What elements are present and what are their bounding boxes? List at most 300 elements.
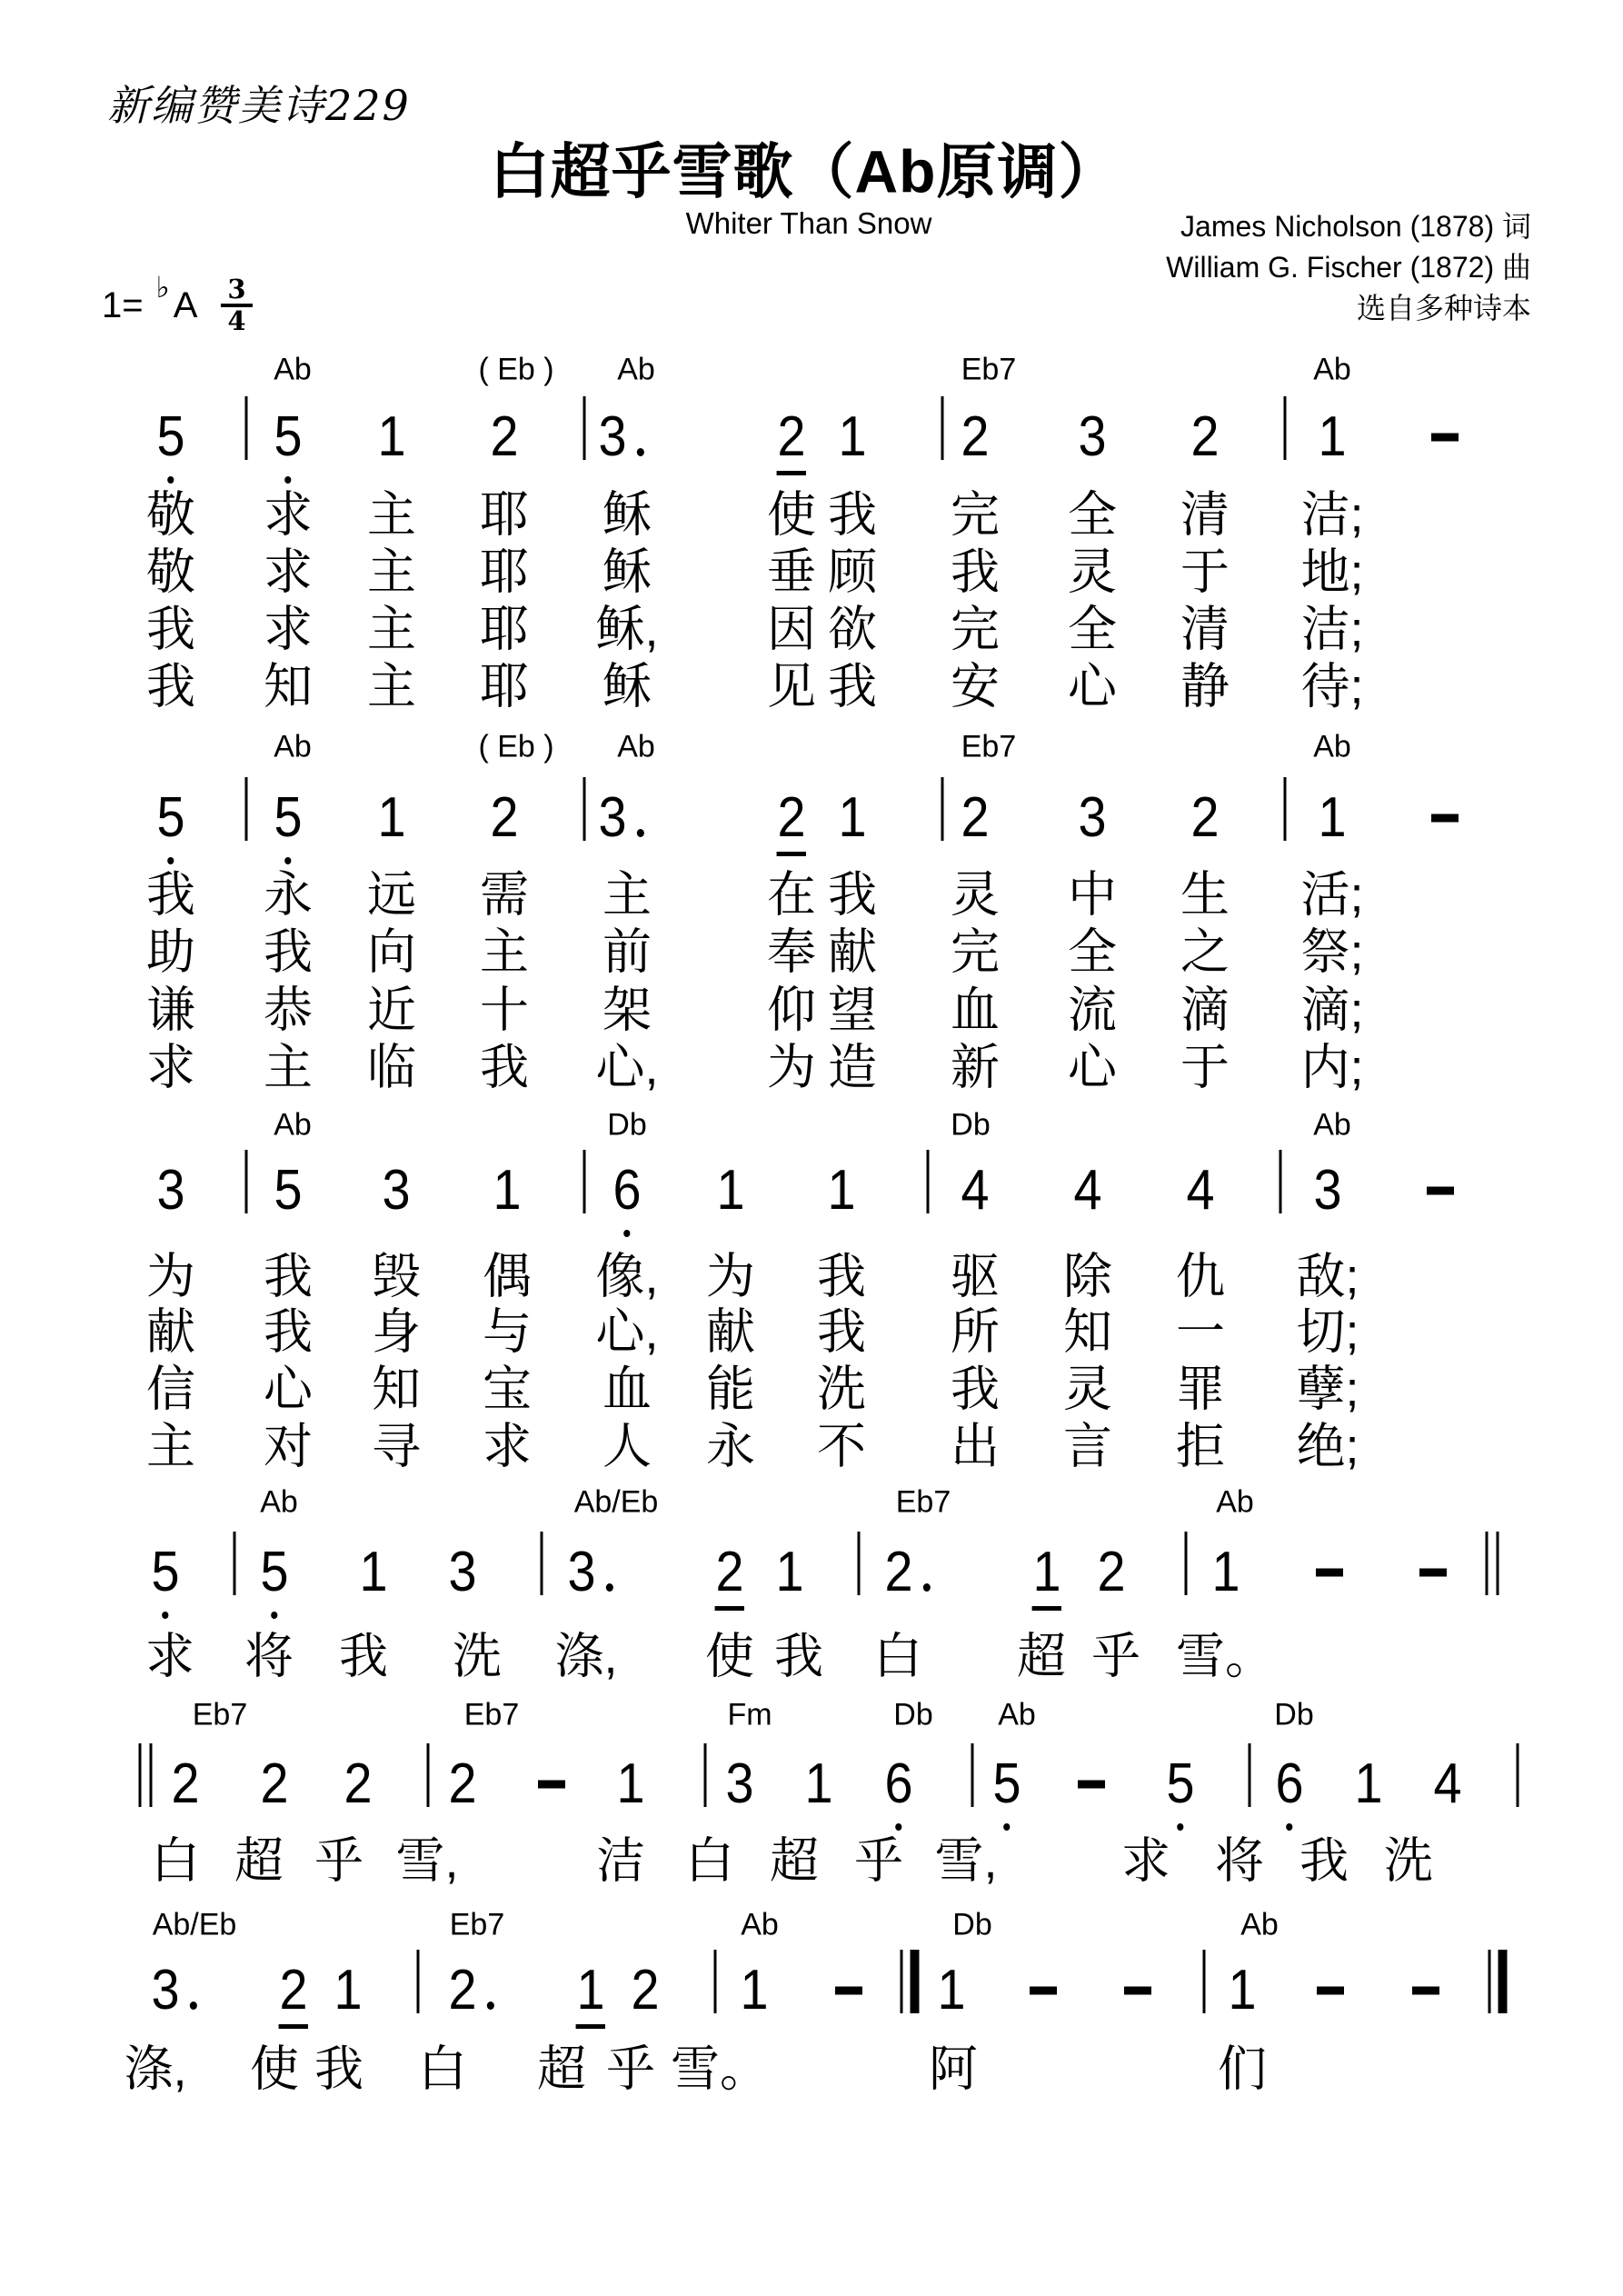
lyric-syllable: 流 [1068,983,1117,1038]
lyric-syllable: 一 [1176,1304,1225,1360]
lyric-syllable: 仰 [767,983,816,1038]
lyric-syllable: 清 [1180,602,1230,657]
chord-label: Db [1274,1697,1314,1732]
lyric-syllable: 为 [706,1249,755,1304]
lyric-syllable: 与 [483,1304,532,1360]
chord-label: Eb7 [961,729,1017,764]
lyric-syllable: 身 [372,1304,421,1360]
note-number: 4 [1186,1159,1215,1222]
chord-label: Db [893,1697,933,1732]
key-prefix: 1= [102,285,144,325]
song-subtitle-english: Whiter Than Snow [685,206,932,240]
lyric-syllable: 心 [1068,1040,1117,1095]
note-number: 2 [448,1959,476,2021]
lyric-syllable: 安 [951,659,1000,714]
lyric-syllable: 知 [264,659,313,714]
note-digit [715,1541,744,1603]
lyric-syllable: 生 [1180,867,1230,923]
note-number: 3 [598,405,626,468]
augmentation-dot [923,1583,931,1592]
lyric-syllable: 地; [1300,544,1364,600]
note-number: 1 [1354,1752,1383,1815]
lyric-syllable: 所 [951,1304,1000,1360]
low-octave-dot [623,1230,630,1237]
lyric-syllable: 我 [828,867,877,923]
note-number: 2 [777,786,805,849]
note-number: 3 [1078,405,1107,468]
note-number: 5 [992,1752,1021,1815]
note-number: 4 [1433,1752,1462,1815]
double-barline [139,1743,153,1807]
lyric-syllable: 洗 [1384,1833,1433,1889]
note-number: 5 [156,786,184,849]
note-digit [616,1752,645,1815]
chord-label: Db [951,1107,991,1143]
note-digit [1190,786,1220,849]
augmentation-dot [190,2002,197,2010]
lyric-syllable: 为 [146,1249,195,1304]
lyric-syllable: 仇 [1176,1249,1225,1304]
note-number: 3 [151,1959,179,2021]
note-digit [567,1541,596,1603]
lyric-syllable: 毁 [372,1249,421,1304]
chord-label: ( Eb ) [478,352,554,387]
eighth-underline [777,471,806,475]
lyric-syllable: 永 [706,1419,755,1474]
note-number: 2 [344,1752,373,1815]
barline [427,1743,430,1807]
lyric-syllable: 需 [480,867,529,923]
credit-composer: William G. Fischer (1872) 曲 [1166,251,1531,284]
lyric-syllable: 乎 [606,2041,655,2097]
key-letter: A [173,285,198,325]
note-digit [156,1159,185,1222]
lyric-syllable: 主 [367,544,416,600]
lyric-syllable: 拒 [1176,1419,1225,1474]
lyric-syllable: 超 [537,2041,586,2097]
note-digit [1190,405,1220,468]
note-number: 3 [382,1159,411,1222]
note-digit [377,786,406,849]
lyric-syllable: 主 [602,867,652,923]
lyric-syllable: 白 [418,2041,467,2097]
lyric-syllable: 耶 [480,659,529,714]
lyric-syllable: 使 [250,2041,299,2097]
lyric-syllable: 我 [264,924,313,980]
note-digit [1097,1541,1126,1603]
lyric-syllable: 稣 [602,659,652,714]
note-digit [1078,786,1107,849]
lyric-syllable: 全 [1068,487,1117,543]
note-number: 2 [884,1541,912,1603]
lyric-syllable: 血 [951,983,1000,1038]
chord-label: Ab [1313,352,1351,387]
lyric-syllable: 为 [767,1040,816,1095]
note-number: 2 [777,405,805,468]
note-digit [1228,1959,1257,2021]
note-number: 2 [448,1752,477,1815]
lyric-syllable: 我 [774,1629,823,1684]
lyric-syllable: 驱 [951,1249,1000,1304]
lyric-syllable: 求 [264,602,313,657]
lyric-syllable: 完 [951,924,1000,980]
lyric-syllable: 耶 [480,487,529,543]
lyric-syllable: 宝 [483,1362,532,1417]
time-signature-numerator: 3 [221,276,252,307]
note-number: 3 [1313,1159,1342,1222]
lyric-syllable: 完 [951,602,1000,657]
chord-label: Ab [741,1907,779,1942]
lyric-syllable: 活; [1300,867,1364,923]
augmentation-dot [487,2002,494,2010]
lyric-syllable: 心, [595,1040,659,1095]
lyric-syllable: 乎 [314,1833,363,1889]
eighth-underline [576,2024,605,2029]
barline [541,1532,543,1595]
lyric-syllable: 静 [1180,659,1230,714]
note-digit [1318,786,1347,849]
lyric-syllable: 稣 [602,487,652,543]
lyric-syllable: 在 [767,867,816,923]
barline [704,1743,707,1807]
lyric-syllable: 洗 [453,1629,502,1684]
note-digit [576,1959,605,2021]
dash-extension [1078,1781,1105,1789]
note-digit [838,405,867,468]
note-digit [151,1541,180,1603]
note-number: 6 [884,1752,912,1815]
lyric-syllable: 言 [1063,1419,1112,1474]
final-barline [1489,1950,1508,2013]
dash-extension [1427,1187,1454,1195]
barline [245,396,248,460]
lyric-syllable: 能 [706,1362,755,1417]
lyric-syllable: 中 [1068,867,1117,923]
lyric-syllable: 求 [264,487,313,543]
lyric-syllable: 超 [234,1833,284,1889]
note-number: 2 [1190,405,1220,468]
note-digit [260,1752,289,1815]
lyric-syllable: 灵 [1068,544,1117,600]
lyric-syllable: 对 [264,1419,313,1474]
note-number: 1 [838,405,867,468]
lyric-syllable: 灵 [951,867,1000,923]
lyric-syllable: 涤, [554,1629,618,1684]
lyric-syllable: 祭; [1300,924,1364,980]
lyric-syllable: 白 [685,1833,734,1889]
note-number: 1 [1318,786,1347,849]
dash-extension [1316,1569,1343,1577]
note-number: 2 [715,1541,743,1603]
note-number: 1 [576,1959,604,2021]
lyric-syllable: 知 [1063,1304,1112,1360]
chord-label: Ab [1216,1484,1254,1520]
lyric-syllable: 我 [339,1629,388,1684]
note-digit [1275,1752,1304,1815]
lyric-syllable: 稣 [602,544,652,600]
lyric-syllable: 向 [367,924,416,980]
note-number: 6 [612,1159,641,1222]
lyric-syllable: 将 [244,1629,294,1684]
lyric-syllable: 我 [817,1304,866,1360]
note-number: 5 [274,1159,303,1222]
lyric-syllable: 全 [1068,924,1117,980]
lyric-syllable: 求 [145,1629,194,1684]
note-digit [884,1752,913,1815]
note-digit [274,786,303,849]
flat-icon: ♭ [155,271,170,304]
dash-extension [835,1987,862,1995]
chord-label: Ab [617,729,655,764]
note-digit [777,786,806,849]
chord-label: Ab/Eb [573,1484,659,1520]
lyric-syllable: 远 [367,867,416,923]
lyric-syllable: 我 [264,1304,313,1360]
chord-label: Ab [998,1697,1036,1732]
lyric-syllable: 我 [951,1362,1000,1417]
chord-label: Eb7 [895,1484,951,1520]
chord-label: Eb7 [449,1907,505,1942]
note-digit [490,405,519,468]
note-number: 1 [1211,1541,1240,1603]
barline [1279,1150,1282,1213]
barline [971,1743,974,1807]
note-digit [612,1159,642,1222]
lyric-syllable: 超 [770,1833,819,1889]
lyric-syllable: 清 [1180,487,1230,543]
note-digit [151,1959,180,2021]
chord-label: Ab [274,1107,312,1143]
lyric-syllable: 寻 [372,1419,421,1474]
lyric-syllable: 切; [1296,1304,1359,1360]
note-digit [1211,1541,1240,1603]
lyric-syllable: 洁 [596,1833,645,1889]
lyric-syllable: 求 [146,1040,195,1095]
note-number: 5 [156,405,184,468]
note-digit [1433,1752,1462,1815]
barline [1517,1743,1519,1807]
lyric-syllable: 偶 [483,1249,532,1304]
low-octave-dot [1177,1823,1183,1831]
dash-extension [538,1781,565,1789]
note-digit [961,1159,990,1222]
lyric-syllable: 我 [146,602,195,657]
note-number: 1 [377,786,406,849]
lyric-syllable: 白 [873,1629,922,1684]
lyric-syllable: 造 [828,1040,877,1095]
lyric-syllable: 使 [767,487,816,543]
note-number: 1 [838,786,867,849]
lyric-syllable: 主 [367,487,416,543]
note-digit [1313,1159,1342,1222]
note-number: 2 [171,1752,200,1815]
lyric-syllable: 完 [951,487,1000,543]
lyric-syllable: 孽; [1296,1362,1359,1417]
eighth-underline [1032,1606,1061,1611]
chord-label: Db [607,1107,647,1143]
barline [234,1532,236,1595]
low-octave-dot [1286,1823,1292,1831]
note-number: 5 [1166,1752,1194,1815]
lyric-syllable: 我 [264,1249,313,1304]
lyric-syllable: 我 [951,544,1000,600]
lyric-syllable: 十 [480,983,529,1038]
lyric-syllable: 绝; [1296,1419,1359,1474]
note-digit [937,1959,966,2021]
note-digit [992,1752,1021,1815]
barline [927,1150,930,1213]
note-digit [631,1959,660,2021]
lyric-syllable: 前 [602,924,652,980]
note-number: 3 [1078,786,1107,849]
lyric-syllable: 于 [1180,1040,1230,1095]
chord-label: Ab [1313,729,1351,764]
lyric-syllable: 望 [828,983,877,1038]
chord-label: Eb7 [192,1697,248,1732]
chord-label: Ab [1240,1907,1279,1942]
chord-label: Ab [260,1484,298,1520]
song-title: 白超乎雪歌（Ab原调） [489,137,1120,205]
note-digit [377,405,406,468]
note-digit [344,1752,373,1815]
lyric-syllable: 耶 [480,602,529,657]
lyric-syllable: 主 [367,602,416,657]
barline [583,1150,586,1213]
lyric-syllable: 待; [1300,659,1364,714]
chord-label: Fm [727,1697,772,1732]
note-number: 1 [334,1959,363,2021]
chord-label: Ab [1313,1107,1351,1143]
chord-label: Eb7 [463,1697,520,1732]
lyric-syllable: 主 [367,659,416,714]
eighth-underline [279,2024,308,2029]
barline [1203,1950,1206,2013]
lyric-syllable: 之 [1180,924,1230,980]
low-octave-dot [1003,1823,1010,1831]
lyric-syllable: 灵 [1063,1362,1112,1417]
lyric-syllable: 们 [1218,2041,1267,2097]
lyric-syllable: 主 [146,1419,195,1474]
lyric-syllable: 献 [828,924,877,980]
note-number: 1 [716,1159,745,1222]
note-number: 2 [1190,786,1220,849]
time-signature-denominator: 4 [227,305,246,336]
note-number: 1 [1228,1959,1257,2021]
lyric-syllable: 人 [602,1419,652,1474]
lyric-syllable: 像, [595,1249,659,1304]
lyric-syllable: 雪, [934,1833,998,1889]
lyric-syllable: 雪。 [671,2041,769,2097]
note-number: 5 [151,1541,179,1603]
lyric-syllable: 敬 [146,544,195,600]
lyric-syllable: 新 [951,1040,1000,1095]
lyric-syllable: 洁; [1300,602,1364,657]
note-digit [1186,1159,1215,1222]
lyric-syllable: 奉 [767,924,816,980]
note-number: 2 [260,1752,289,1815]
dash-extension [1317,1987,1344,1995]
barline [941,396,944,460]
note-digit [156,786,185,849]
note-digit [804,1752,833,1815]
note-number: 1 [827,1159,856,1222]
lyric-syllable: 顾 [828,544,877,600]
barline [245,1150,248,1213]
note-digit [1166,1752,1195,1815]
note-number: 5 [274,786,302,849]
lyric-syllable: 于 [1180,544,1230,600]
collection-number: 新编赞美诗229 [107,81,411,130]
dash-extension [1431,434,1459,442]
time-signature [221,276,252,334]
lyric-syllable: 超 [1017,1629,1066,1684]
note-number: 6 [1275,1752,1303,1815]
note-number: 4 [961,1159,990,1222]
note-number: 1 [1318,405,1347,468]
note-number: 2 [1097,1541,1126,1603]
note-number: 1 [493,1159,522,1222]
barline [583,777,586,841]
lyric-syllable: 洁; [1300,487,1364,543]
chord-label: ( Eb ) [478,729,554,764]
final-barline [901,1950,920,2013]
note-digit [274,1159,303,1222]
chord-label: Ab [274,729,312,764]
note-digit [359,1541,388,1603]
note-digit [448,1752,477,1815]
barline [941,777,944,841]
barline [714,1950,717,2013]
lyric-syllable: 我 [146,867,195,923]
chord-label: Ab [617,352,655,387]
lyric-syllable: 内; [1300,1040,1364,1095]
augmentation-dot [606,1583,613,1592]
note-number: 3 [598,786,626,849]
note-digit [961,786,990,849]
note-number: 2 [490,405,519,468]
lyric-syllable: 乎 [854,1833,903,1889]
note-digit [961,405,990,468]
lyric-syllable: 主 [480,924,529,980]
eighth-underline [715,1606,744,1611]
lyric-syllable: 罪 [1176,1362,1225,1417]
note-number: 1 [804,1752,833,1815]
note-digit [1354,1752,1383,1815]
note-digit [279,1959,308,2021]
lyric-syllable: 全 [1068,602,1117,657]
lyric-syllable: 助 [146,924,195,980]
note-digit [775,1541,804,1603]
barline [417,1950,420,2013]
lyric-syllable: 我 [817,1249,866,1304]
lyric-syllable: 我 [1299,1833,1349,1889]
barline [1249,1743,1251,1807]
lyric-syllable: 永 [264,867,313,923]
barline [245,777,248,841]
note-number: 5 [260,1541,288,1603]
note-digit [1073,1159,1102,1222]
note-digit [838,786,867,849]
note-number: 2 [279,1959,307,2021]
lyric-syllable: 滴; [1300,983,1364,1038]
note-number: 2 [631,1959,660,2021]
lyric-syllable: 将 [1215,1833,1264,1889]
lyric-syllable: 我 [828,659,877,714]
note-digit [884,1541,913,1603]
dash-extension [1030,1987,1057,1995]
lyric-syllable: 我 [480,1040,529,1095]
lyric-syllable: 我 [828,487,877,543]
